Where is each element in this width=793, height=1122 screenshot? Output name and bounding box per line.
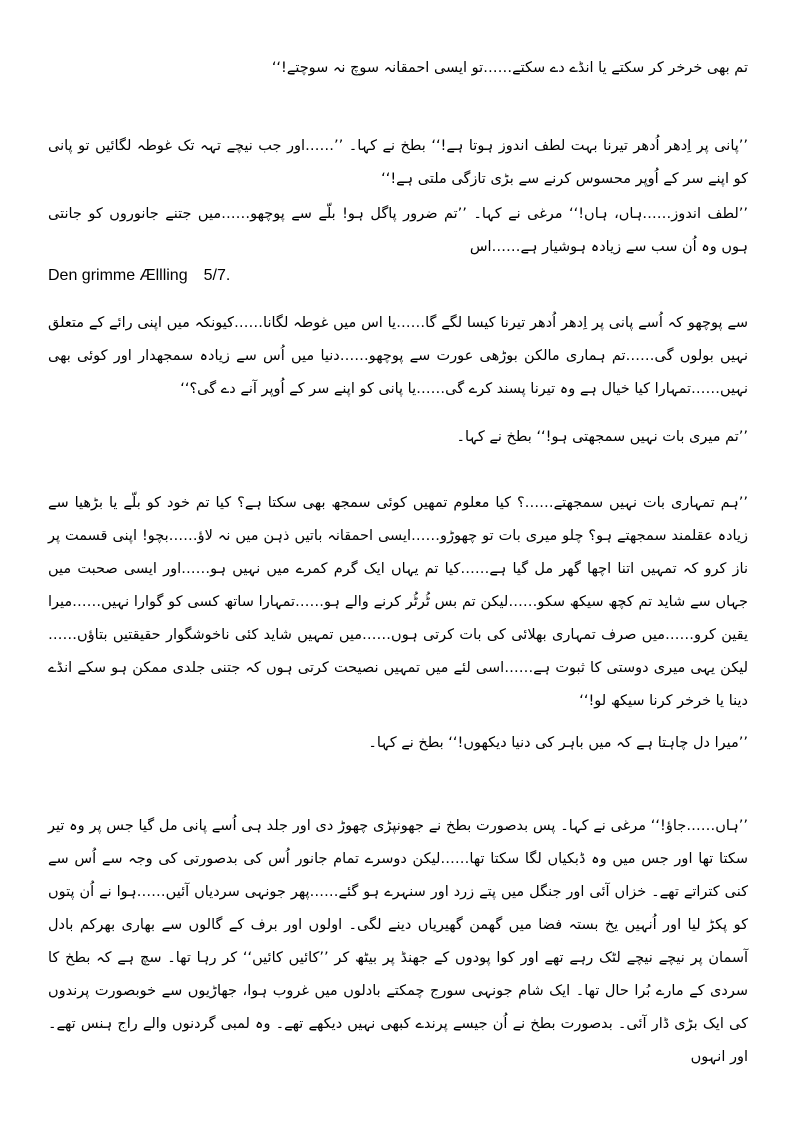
paragraph-7 bbox=[48, 810, 748, 1074]
paragraph-7-text: ’’ہاں……جاؤ!‘‘ مرغی نے کہا۔ پس بدصورت بطخ نے جھونپڑی چھوڑ دی اور جلد ہی اُسے پانی مل گیا جس پر وہ تیر سکتا تھا اور جس میں وہ ڈبکیاں لگا سکتا تھا……لیکن دوسرے تمام جانور اُس کی بدصورتی کی وجہ سے اُس سے کنی کتراتے تھے۔ خزاں آئی اور جنگل میں پتے زرد اور سنہرے ہو گئے……پھر جونہی سردیاں آئیں……ہوا نے اُن پتوں کو پکڑ لیا اور اُنہیں یخ بستہ فضا میں گھمن گھیریاں دینے لگی۔ اولوں اور برف کے گالوں سے بھاری بھرکم بادل آسمان پر نیچے نیچے لٹک رہے تھے اور کوا پودوں کے جھنڈ پر بیٹھ کر ’’کائیں کائیں‘‘ کر رہا تھا۔ سچ ہے کہ بطخ کا سردی کے مارے بُرا حال تھا۔ ایک شام جونہی سورج چمکتے بادلوں میں غروب ہوا، جھاڑیوں سے خوبصورت پرندوں کی ایک بڑی ڈار آئی۔ بدصورت بطخ نے اُن جیسے پرندے کبھی نہیں دیکھے تھے۔ وہ لمبی گردنوں والے راج ہنس تھے۔ اور انہوں bbox=[48, 818, 748, 1065]
paragraph-2 bbox=[48, 198, 748, 264]
top-line bbox=[48, 52, 748, 85]
paragraph-3 bbox=[48, 307, 748, 406]
page-header bbox=[48, 267, 230, 285]
paragraph-5-text: ’’ہم تمہاری بات نہیں سمجھتے……؟ کیا معلوم تمھیں کوئی سمجھ بھی سکتا ہے؟ کیا تم خود کو بلّے یا بڑھیا سے زیادہ عقلمند سمجھتے ہو؟ چلو میری بات تو چھوڑو……ایسی احمقانہ باتیں ذہن میں نہ لاؤ……بچو! اپنی قسمت پر ناز کرو کہ تمہیں اتنا اچھا گھر مل گیا ہے……کیا تم یہاں ایک گرم کمرے میں نہیں ہو……اور ایسی صحبت میں جہاں سے شاید تم کچھ سیکھ سکو……لیکن تم بس ٹُرٹُر کرنے والے ہو……تمہارا ساتھ کسی کو گوارا نہیں……میرا یقین کرو……میں صرف تمہاری بھلائی کی بات کرتی ہوں……میں تمہیں شاید کئی ناخوشگوار حقیقتیں بتاؤں……لیکن یہی میری دوستی کا ثبوت ہے……اسی لئے میں تمہیں نصیحت کرتی ہوں کہ جتنی جلدی ممکن ہو سکے انڈے دینا یا خرخر کرنا سیکھ لو!‘‘ bbox=[48, 495, 748, 709]
paragraph-6 bbox=[48, 727, 748, 760]
paragraph-1-text: ’’پانی پر اِدھر اُدھر تیرنا بہت لطف اندوز ہوتا ہے!‘‘ بطخ نے کہا۔ ’’……اور جب نیچے تہہ تک غوطہ لگائیں تو پانی کو اپنے سر کے اُوپر محسوس کرنے سے بڑی تازگی ملتی ہے!‘‘ bbox=[48, 138, 748, 187]
paragraph-3-text: سے پوچھو کہ اُسے پانی پر اِدھر اُدھر تیرنا کیسا لگے گا……یا اس میں غوطہ لگانا……کیونکہ میں اپنی رائے کے متعلق نہیں بولوں گی……تم ہماری مالکن بوڑھی عورت سے پوچھو……دنیا میں اُس سے زیادہ سمجھدار اور کوئی بھی نہیں……تمہارا کیا خیال ہے وہ تیرنا پسند کرے گی……یا پانی کو اپنے سر کے اُوپر آنے دے گی؟‘‘ bbox=[48, 315, 748, 397]
paragraph-1 bbox=[48, 130, 748, 196]
paragraph-4-text: ’’تم میری بات نہیں سمجھتی ہو!‘‘ بطخ نے کہا۔ bbox=[456, 429, 748, 445]
paragraph-2-text: ’’لطف اندوز……ہاں، ہاں!‘‘ مرغی نے کہا۔ ’’تم ضرور پاگل ہو! بلّے سے پوچھو……میں جتنے جانوروں کو جانتی ہوں وہ اُن سب سے زیادہ ہوشیار ہے……اس bbox=[48, 206, 748, 255]
paragraph-5 bbox=[48, 487, 748, 718]
paragraph-4 bbox=[48, 421, 748, 454]
paragraph-6-text: ’’میرا دل چاہتا ہے کہ میں باہر کی دنیا دیکھوں!‘‘ بطخ نے کہا۔ bbox=[368, 735, 748, 751]
top-line-text: تم بھی خرخر کر سکتے یا انڈے دے سکتے……تو ایسی احمقانہ سوچ نہ سوچتے!‘‘ bbox=[271, 60, 748, 76]
header-title: Den grimme Ællling bbox=[48, 267, 188, 284]
header-page-number: 5/7. bbox=[203, 267, 231, 284]
